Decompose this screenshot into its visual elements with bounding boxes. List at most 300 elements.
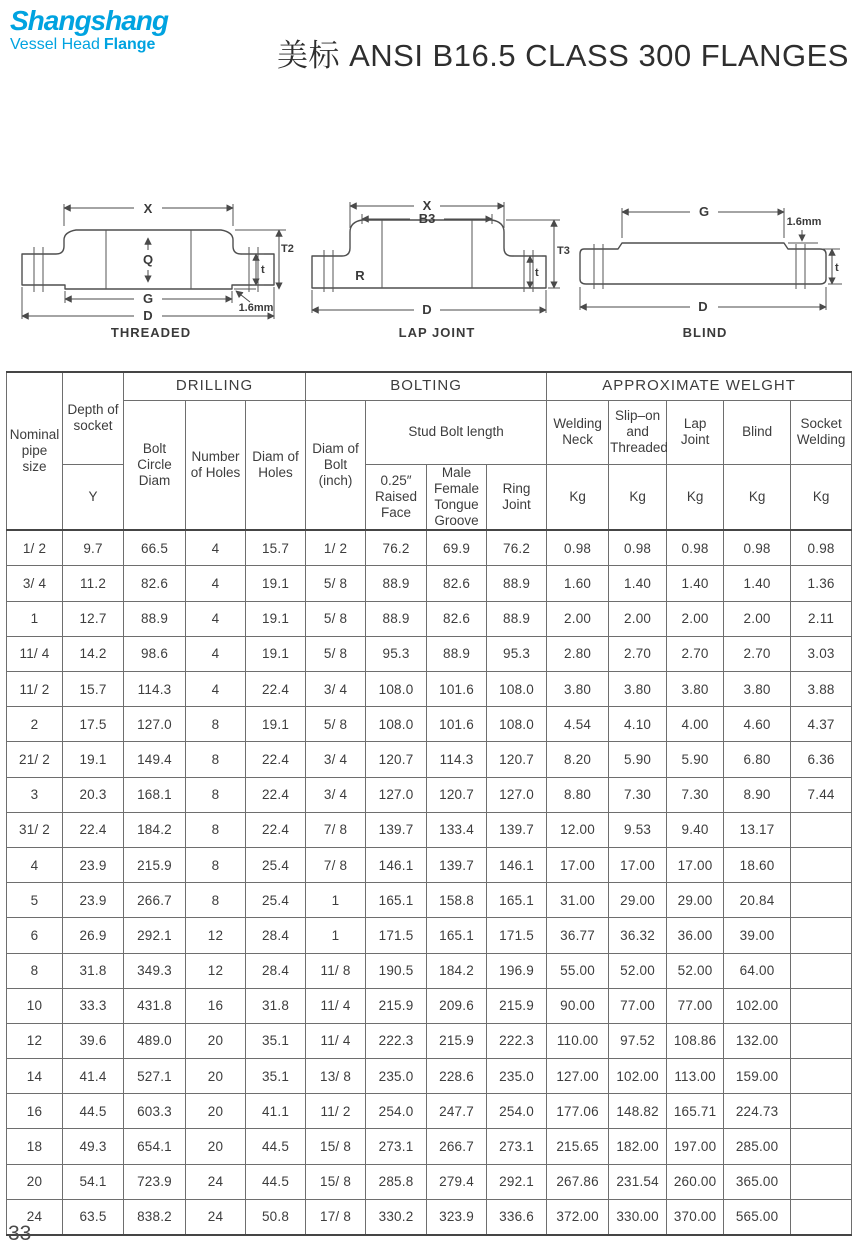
table-cell: 127.0: [124, 707, 186, 742]
header-kg-socket-welding: Kg: [791, 464, 852, 530]
table-row: [7, 601, 852, 636]
table-row: [7, 777, 852, 812]
lap-dim-d: D: [422, 302, 432, 317]
table-cell: 8: [7, 953, 63, 988]
header-blind: Blind: [724, 400, 791, 464]
header-kg-lap-joint: Kg: [667, 464, 724, 530]
table-cell: [791, 883, 852, 918]
table-cell: 3/ 4: [306, 672, 366, 707]
table-cell: 19.1: [246, 636, 306, 671]
table-cell: 171.5: [366, 918, 427, 953]
table-cell: 90.00: [547, 988, 609, 1023]
table-cell: 5/ 8: [306, 566, 366, 601]
table-cell: 35.1: [246, 1059, 306, 1094]
table-cell: 197.00: [667, 1129, 724, 1164]
logo-brand-text: Shangshang: [10, 5, 169, 36]
table-cell: 13/ 8: [306, 1059, 366, 1094]
table-cell: 1.40: [724, 566, 791, 601]
table-cell: 76.2: [487, 530, 547, 566]
table-cell: 5/ 8: [306, 636, 366, 671]
table-cell: 285.8: [366, 1164, 427, 1199]
table-cell: 19.1: [246, 707, 306, 742]
table-cell: 222.3: [487, 1023, 547, 1058]
table-cell: 146.1: [366, 847, 427, 882]
table-cell: 44.5: [246, 1164, 306, 1199]
table-cell: 349.3: [124, 953, 186, 988]
logo-tagline-main: Vessel Head: [10, 36, 100, 54]
table-cell: 148.82: [609, 1094, 667, 1129]
table-cell: 1.40: [667, 566, 724, 601]
table-cell: 1/ 2: [306, 530, 366, 566]
threaded-caption: THREADED: [110, 325, 192, 340]
table-cell: 0.98: [791, 530, 852, 566]
table-cell: 222.3: [366, 1023, 427, 1058]
table-cell: 114.3: [427, 742, 487, 777]
table-cell: 177.06: [547, 1094, 609, 1129]
header-kg-blind: Kg: [724, 464, 791, 530]
blind-dim-t: t: [835, 262, 839, 274]
table-cell: 133.4: [427, 812, 487, 847]
table-cell: 171.5: [487, 918, 547, 953]
table-cell: 3.80: [724, 672, 791, 707]
table-cell: 4.10: [609, 707, 667, 742]
table-cell: 14: [7, 1059, 63, 1094]
table-cell: 254.0: [487, 1094, 547, 1129]
table-cell: 41.1: [246, 1094, 306, 1129]
table-cell: 98.6: [124, 636, 186, 671]
table-cell: 165.71: [667, 1094, 724, 1129]
table-cell: 3.03: [791, 636, 852, 671]
table-cell: 2.00: [609, 601, 667, 636]
table-cell: 11.2: [63, 566, 124, 601]
table-cell: 11/ 4: [7, 636, 63, 671]
table-cell: 273.1: [487, 1129, 547, 1164]
table-cell: 159.00: [724, 1059, 791, 1094]
table-cell: 0.98: [609, 530, 667, 566]
table-cell: 31.00: [547, 883, 609, 918]
table-cell: 527.1: [124, 1059, 186, 1094]
table-cell: 139.7: [427, 847, 487, 882]
table-cell: 292.1: [124, 918, 186, 953]
table-cell: [791, 812, 852, 847]
table-cell: 132.00: [724, 1023, 791, 1058]
table-cell: 19.1: [246, 566, 306, 601]
table-cell: 0.98: [724, 530, 791, 566]
table-cell: 165.1: [366, 883, 427, 918]
table-cell: 279.4: [427, 1164, 487, 1199]
table-cell: 5/ 8: [306, 601, 366, 636]
table-cell: 18: [7, 1129, 63, 1164]
table-cell: 102.00: [609, 1059, 667, 1094]
page-title: 美标 ANSI B16.5 CLASS 300 FLANGES: [276, 38, 849, 73]
table-cell: 17.00: [609, 847, 667, 882]
threaded-dim-q: Q: [142, 252, 154, 267]
lap-joint-diagram: [298, 192, 576, 340]
table-cell: 139.7: [487, 812, 547, 847]
table-cell: 224.73: [724, 1094, 791, 1129]
table-cell: 6: [7, 918, 63, 953]
table-cell: 20: [186, 1094, 246, 1129]
threaded-dim-t: t: [261, 264, 265, 276]
table-cell: 149.4: [124, 742, 186, 777]
table-cell: 231.54: [609, 1164, 667, 1199]
table-row: [7, 566, 852, 601]
lap-dim-t: t: [535, 267, 539, 279]
table-cell: 1.36: [791, 566, 852, 601]
table-cell: 69.9: [427, 530, 487, 566]
table-cell: 36.32: [609, 918, 667, 953]
table-header: [7, 372, 852, 530]
table-cell: 28.4: [246, 953, 306, 988]
table-cell: 95.3: [366, 636, 427, 671]
table-row: [7, 1059, 852, 1094]
table-cell: 20: [186, 1023, 246, 1058]
table-cell: 28.4: [246, 918, 306, 953]
table-cell: 120.7: [366, 742, 427, 777]
table-cell: 209.6: [427, 988, 487, 1023]
table-cell: 8.20: [547, 742, 609, 777]
table-cell: 3/ 4: [7, 566, 63, 601]
table-cell: 489.0: [124, 1023, 186, 1058]
table-cell: 2.00: [547, 601, 609, 636]
table-cell: 20: [7, 1164, 63, 1199]
table-cell: 215.9: [487, 988, 547, 1023]
table-cell: 88.9: [366, 601, 427, 636]
table-cell: 36.77: [547, 918, 609, 953]
table-cell: 20: [186, 1129, 246, 1164]
table-cell: 9.7: [63, 530, 124, 566]
table-cell: 39.6: [63, 1023, 124, 1058]
table-cell: 5.90: [667, 742, 724, 777]
table-cell: 82.6: [427, 601, 487, 636]
table-cell: 12: [186, 953, 246, 988]
table-cell: 4: [186, 601, 246, 636]
table-cell: 0.98: [547, 530, 609, 566]
table-cell: 82.6: [124, 566, 186, 601]
table-cell: 35.1: [246, 1023, 306, 1058]
table-cell: 372.00: [547, 1199, 609, 1235]
table-cell: 17.00: [667, 847, 724, 882]
table-row: [7, 1164, 852, 1199]
table-cell: 838.2: [124, 1199, 186, 1235]
table-cell: 235.0: [487, 1059, 547, 1094]
header-slip-on-threaded: Slip–on and Threaded: [609, 400, 667, 464]
table-cell: 12: [186, 918, 246, 953]
lap-dim-b3: B3: [418, 211, 436, 226]
table-cell: 273.1: [366, 1129, 427, 1164]
threaded-dim-rf: 1.6mm: [238, 302, 274, 314]
table-cell: 82.6: [427, 566, 487, 601]
table-cell: 431.8: [124, 988, 186, 1023]
table-cell: 15/ 8: [306, 1129, 366, 1164]
header-bolt-circle-diam: Bolt Circle Diam: [124, 400, 186, 530]
table-cell: 20.3: [63, 777, 124, 812]
table-cell: 20: [186, 1059, 246, 1094]
table-cell: 4: [186, 672, 246, 707]
table-cell: 330.00: [609, 1199, 667, 1235]
table-cell: 158.8: [427, 883, 487, 918]
table-cell: 228.6: [427, 1059, 487, 1094]
group-header-bolting: BOLTING: [306, 372, 547, 400]
table-cell: 266.7: [124, 883, 186, 918]
table-cell: 31.8: [63, 953, 124, 988]
table-cell: 8: [186, 777, 246, 812]
table-cell: 215.65: [547, 1129, 609, 1164]
table-cell: 88.9: [124, 601, 186, 636]
table-row: [7, 1199, 852, 1235]
blind-dim-rf: 1.6mm: [786, 216, 822, 228]
table-cell: 29.00: [609, 883, 667, 918]
table-cell: 114.3: [124, 672, 186, 707]
table-cell: 23.9: [63, 883, 124, 918]
table-cell: 2.11: [791, 601, 852, 636]
company-logo: [10, 6, 220, 54]
header-welding-neck: Welding Neck: [547, 400, 609, 464]
table-cell: 4: [186, 530, 246, 566]
blind-dim-d: D: [698, 299, 708, 314]
table-cell: [791, 1059, 852, 1094]
table-cell: 127.00: [547, 1059, 609, 1094]
table-cell: 15/ 8: [306, 1164, 366, 1199]
table-cell: 603.3: [124, 1094, 186, 1129]
table-cell: 2.70: [724, 636, 791, 671]
table-cell: 3.80: [667, 672, 724, 707]
table-cell: 3: [7, 777, 63, 812]
table-cell: [791, 953, 852, 988]
table-row: [7, 1094, 852, 1129]
table-cell: 5: [7, 883, 63, 918]
table-cell: 97.52: [609, 1023, 667, 1058]
table-cell: 7.30: [667, 777, 724, 812]
table-row: [7, 742, 852, 777]
table-cell: 120.7: [427, 777, 487, 812]
table-cell: 6.80: [724, 742, 791, 777]
header-socket-welding: Socket Welding: [791, 400, 852, 464]
table-cell: 267.86: [547, 1164, 609, 1199]
header-stud-bolt-length: Stud Bolt length: [366, 400, 547, 464]
threaded-dim-g: G: [142, 291, 154, 306]
table-cell: 3.80: [547, 672, 609, 707]
table-row: [7, 883, 852, 918]
table-cell: 4.54: [547, 707, 609, 742]
table-cell: 24: [186, 1164, 246, 1199]
table-cell: 323.9: [427, 1199, 487, 1235]
logo-tagline: [10, 36, 220, 54]
table-cell: 21/ 2: [7, 742, 63, 777]
table-cell: 723.9: [124, 1164, 186, 1199]
lap-dim-x: X: [422, 198, 432, 213]
table-cell: 11/ 8: [306, 953, 366, 988]
table-cell: 8: [186, 812, 246, 847]
table-cell: 108.0: [487, 672, 547, 707]
table-cell: 215.9: [366, 988, 427, 1023]
table-cell: 15.7: [63, 672, 124, 707]
threaded-diagram: [6, 192, 296, 340]
table-cell: 1: [306, 883, 366, 918]
blind-drawing: [566, 192, 844, 327]
table-cell: 113.00: [667, 1059, 724, 1094]
table-cell: 9.53: [609, 812, 667, 847]
table-cell: 101.6: [427, 672, 487, 707]
table-cell: 4: [186, 636, 246, 671]
table-cell: 336.6: [487, 1199, 547, 1235]
table-cell: 254.0: [366, 1094, 427, 1129]
table-cell: [791, 1199, 852, 1235]
table-cell: [791, 1023, 852, 1058]
table-cell: 52.00: [667, 953, 724, 988]
table-cell: 2.70: [667, 636, 724, 671]
table-cell: 165.1: [487, 883, 547, 918]
table-cell: 36.00: [667, 918, 724, 953]
table-cell: 110.00: [547, 1023, 609, 1058]
table-cell: 54.1: [63, 1164, 124, 1199]
table-cell: 17/ 8: [306, 1199, 366, 1235]
table-cell: 11/ 4: [306, 988, 366, 1023]
table-cell: 12.00: [547, 812, 609, 847]
table-cell: 12.7: [63, 601, 124, 636]
table-cell: 196.9: [487, 953, 547, 988]
table-cell: 2.00: [724, 601, 791, 636]
table-cell: 76.2: [366, 530, 427, 566]
table-cell: 182.00: [609, 1129, 667, 1164]
table-cell: 88.9: [366, 566, 427, 601]
table-cell: [791, 988, 852, 1023]
table-cell: 108.86: [667, 1023, 724, 1058]
table-cell: 1.60: [547, 566, 609, 601]
table-cell: 168.1: [124, 777, 186, 812]
table-cell: 1: [7, 601, 63, 636]
table-cell: 370.00: [667, 1199, 724, 1235]
threaded-dim-t2: T2: [281, 243, 294, 255]
table-cell: 55.00: [547, 953, 609, 988]
table-cell: 22.4: [246, 812, 306, 847]
table-cell: 330.2: [366, 1199, 427, 1235]
table-cell: 127.0: [366, 777, 427, 812]
table-cell: 41.4: [63, 1059, 124, 1094]
table-cell: 266.7: [427, 1129, 487, 1164]
table-cell: 7.30: [609, 777, 667, 812]
table-cell: 22.4: [246, 777, 306, 812]
table-cell: 19.1: [246, 601, 306, 636]
table-cell: 63.5: [63, 1199, 124, 1235]
page-number: 33: [8, 1222, 32, 1245]
table-cell: 44.5: [63, 1094, 124, 1129]
table-cell: 26.9: [63, 918, 124, 953]
table-row: [7, 672, 852, 707]
table-cell: 184.2: [124, 812, 186, 847]
table-cell: 1: [306, 918, 366, 953]
header-lap-joint: Lap Joint: [667, 400, 724, 464]
table-cell: 22.4: [63, 812, 124, 847]
flange-dimensions-table: [6, 371, 852, 1236]
group-header-approximate-weight: APPROXIMATE WELGHT: [547, 372, 852, 400]
table-cell: 247.7: [427, 1094, 487, 1129]
header-depth-of-socket: Depth of socket: [63, 372, 124, 464]
header-raised-face: 0.25″ Raised Face: [366, 464, 427, 530]
table-cell: 18.60: [724, 847, 791, 882]
table-cell: 95.3: [487, 636, 547, 671]
table-row: [7, 636, 852, 671]
table-cell: 88.9: [427, 636, 487, 671]
table-row: [7, 1023, 852, 1058]
table-cell: 11/ 4: [306, 1023, 366, 1058]
table-row: [7, 847, 852, 882]
table-cell: 11/ 2: [306, 1094, 366, 1129]
header-nominal-pipe-size: Nominal pipe size: [7, 372, 63, 530]
table-cell: 22.4: [246, 672, 306, 707]
header-number-of-holes: Number of Holes: [186, 400, 246, 530]
table-cell: 4.37: [791, 707, 852, 742]
table-cell: 8: [186, 847, 246, 882]
blind-diagram: [566, 192, 844, 340]
table-cell: 260.00: [667, 1164, 724, 1199]
table-cell: 101.6: [427, 707, 487, 742]
table-cell: 44.5: [246, 1129, 306, 1164]
table-cell: 88.9: [487, 566, 547, 601]
table-cell: 77.00: [667, 988, 724, 1023]
table-cell: 8.80: [547, 777, 609, 812]
table-cell: 3/ 4: [306, 742, 366, 777]
table-cell: 17.00: [547, 847, 609, 882]
table-row: [7, 1129, 852, 1164]
table-cell: 20.84: [724, 883, 791, 918]
group-header-drilling: DRILLING: [124, 372, 306, 400]
table-cell: 565.00: [724, 1199, 791, 1235]
header-diam-of-holes: Diam of Holes: [246, 400, 306, 530]
flange-table-body: [7, 530, 852, 1235]
table-cell: 285.00: [724, 1129, 791, 1164]
table-row: [7, 918, 852, 953]
table-cell: 50.8: [246, 1199, 306, 1235]
table-cell: 64.00: [724, 953, 791, 988]
table-cell: 8: [186, 742, 246, 777]
table-cell: [791, 1094, 852, 1129]
table-row: [7, 988, 852, 1023]
table-cell: 165.1: [427, 918, 487, 953]
table-cell: 14.2: [63, 636, 124, 671]
blind-caption: BLIND: [682, 325, 728, 340]
table-cell: 23.9: [63, 847, 124, 882]
table-cell: 4.00: [667, 707, 724, 742]
lap-joint-caption: LAP JOINT: [398, 325, 476, 340]
table-cell: 4: [186, 566, 246, 601]
table-cell: 215.9: [427, 1023, 487, 1058]
table-cell: 4.60: [724, 707, 791, 742]
table-cell: 6.36: [791, 742, 852, 777]
table-cell: [791, 1129, 852, 1164]
table-cell: 7/ 8: [306, 812, 366, 847]
table-cell: 49.3: [63, 1129, 124, 1164]
table-cell: 16: [7, 1094, 63, 1129]
table-cell: 1.40: [609, 566, 667, 601]
table-cell: 365.00: [724, 1164, 791, 1199]
table-cell: 24: [7, 1199, 63, 1235]
table-cell: 0.98: [667, 530, 724, 566]
table-cell: 8: [186, 883, 246, 918]
table-cell: 2.80: [547, 636, 609, 671]
table-row: [7, 707, 852, 742]
table-cell: 15.7: [246, 530, 306, 566]
table-cell: 31/ 2: [7, 812, 63, 847]
table-cell: 184.2: [427, 953, 487, 988]
table-cell: 25.4: [246, 847, 306, 882]
lap-dim-r: R: [355, 268, 365, 283]
table-cell: 52.00: [609, 953, 667, 988]
table-cell: 5.90: [609, 742, 667, 777]
table-cell: 190.5: [366, 953, 427, 988]
table-cell: 24: [186, 1199, 246, 1235]
table-cell: 292.1: [487, 1164, 547, 1199]
